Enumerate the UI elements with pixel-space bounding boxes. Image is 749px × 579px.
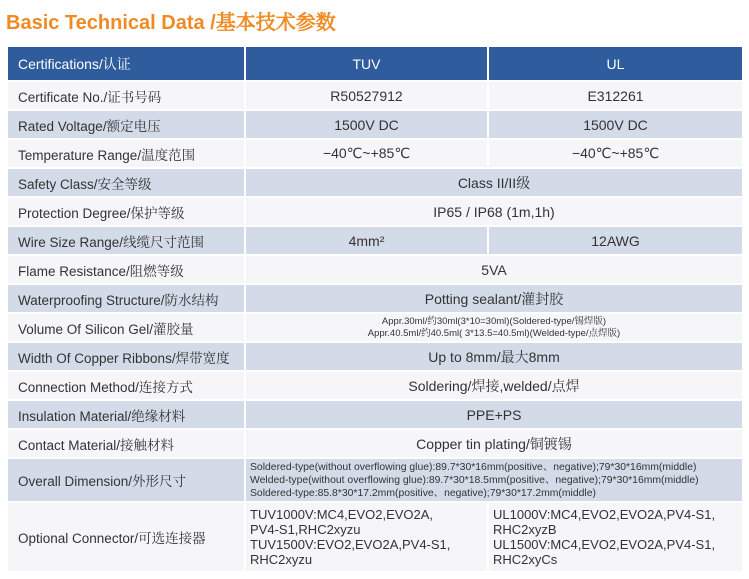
- tuv-connector-line-1: TUV1000V:MC4,EVO2,EVO2A,: [250, 507, 434, 522]
- cell-value: Copper tin plating/铜镀锡: [245, 429, 743, 458]
- ul-connector-line-2: RHC2xyzB: [493, 522, 557, 537]
- ul-connector-line-3: UL1500V:MC4,EVO2,EVO2A,PV4-S1,: [493, 537, 716, 552]
- row-label: Waterproofing Structure/防水结构: [7, 284, 245, 313]
- header-row: [7, 46, 743, 81]
- tuv-connector-line-2: PV4-S1,RHC2xyzu: [250, 522, 361, 537]
- table-row: [7, 502, 743, 572]
- table-row: [7, 313, 743, 342]
- table-row: [7, 429, 743, 458]
- cell-ul: [488, 502, 743, 572]
- tuv-connector-line-3: TUV1500V:EVO2,EVO2A,PV4-S1,: [250, 537, 451, 552]
- table-row: [7, 458, 743, 502]
- cell-value: Class II/II级: [245, 168, 743, 197]
- dimension-line-1: Soldered-type(without overflowing glue):89.7*30*16mm(positive、negative);79*30*16mm(middle): [250, 461, 697, 473]
- header-tuv: TUV: [245, 46, 488, 81]
- silicon-line-2: Appr.40.5ml/约40.5ml( 3*13.5=40.5ml)(Welded-type/点焊版): [367, 327, 621, 339]
- table-row: [7, 139, 743, 168]
- table-row: [7, 81, 743, 110]
- cell-value: IP65 / IP68 (1m,1h): [245, 197, 743, 226]
- row-label: Contact Material/接触材料: [7, 429, 245, 458]
- row-label: Rated Voltage/额定电压: [7, 110, 245, 139]
- row-label: Safety Class/安全等级: [7, 168, 245, 197]
- ul-connector-line-1: UL1000V:MC4,EVO2,EVO2A,PV4-S1,: [493, 507, 716, 522]
- cell-value: PPE+PS: [245, 400, 743, 429]
- cell-tuv: [245, 502, 488, 572]
- table-row: [7, 400, 743, 429]
- dimension-line-3: Soldered-type:85.8*30*17.2mm(positive、negative);79*30*17.2mm(middle): [250, 487, 596, 499]
- table-row: [7, 342, 743, 371]
- table-row: [7, 197, 743, 226]
- row-label: Optional Connector/可选连接器: [7, 502, 245, 572]
- table-row: [7, 371, 743, 400]
- cell-ul: −40℃~+85℃: [488, 139, 743, 168]
- row-label: Volume Of Silicon Gel/灌胶量: [7, 313, 245, 342]
- ul-connector-line-4: RHC2xyCs: [493, 552, 558, 567]
- table-row: [7, 284, 743, 313]
- table-row: [7, 168, 743, 197]
- cell-value: 5VA: [245, 255, 743, 284]
- technical-data-table: [6, 45, 744, 573]
- row-label: Flame Resistance/阻燃等级: [7, 255, 245, 284]
- row-label: Protection Degree/保护等级: [7, 197, 245, 226]
- cell-value: [245, 458, 743, 502]
- cell-tuv: 4mm²: [245, 226, 488, 255]
- table-row: [7, 110, 743, 139]
- dimension-line-2: Welded-type(without overflowing glue):89.7*30*18.5mm(positive、negative);79*30*16mm(middle): [250, 474, 699, 486]
- cell-ul: 12AWG: [488, 226, 743, 255]
- row-label: Insulation Material/绝缘材料: [7, 400, 245, 429]
- table-row: [7, 226, 743, 255]
- silicon-line-1: Appr.30ml/约30ml(3*10=30ml)(Soldered-type/锡焊版): [381, 315, 607, 327]
- cell-tuv: R50527912: [245, 81, 488, 110]
- row-label: Certificate No./证书号码: [7, 81, 245, 110]
- header-ul: UL: [488, 46, 743, 81]
- cell-value: [245, 313, 743, 342]
- cell-value: Potting sealant/灌封胶: [245, 284, 743, 313]
- row-label: Connection Method/连接方式: [7, 371, 245, 400]
- cell-value: Up to 8mm/最大8mm: [245, 342, 743, 371]
- cell-value: Soldering/焊接,welded/点焊: [245, 371, 743, 400]
- table-row: [7, 255, 743, 284]
- cell-tuv: 1500V DC: [245, 110, 488, 139]
- row-label: Width Of Copper Ribbons/焊带宽度: [7, 342, 245, 371]
- row-label: Temperature Range/温度范围: [7, 139, 245, 168]
- row-label: Overall Dimension/外形尺寸: [7, 458, 245, 502]
- cell-ul: 1500V DC: [488, 110, 743, 139]
- header-label: Certifications/认证: [7, 46, 245, 81]
- cell-tuv: −40℃~+85℃: [245, 139, 488, 168]
- cell-ul: E312261: [488, 81, 743, 110]
- page-title: Basic Technical Data /基本技术参数: [6, 12, 336, 34]
- row-label: Wire Size Range/线缆尺寸范围: [7, 226, 245, 255]
- tuv-connector-line-4: RHC2xyzu: [250, 552, 313, 567]
